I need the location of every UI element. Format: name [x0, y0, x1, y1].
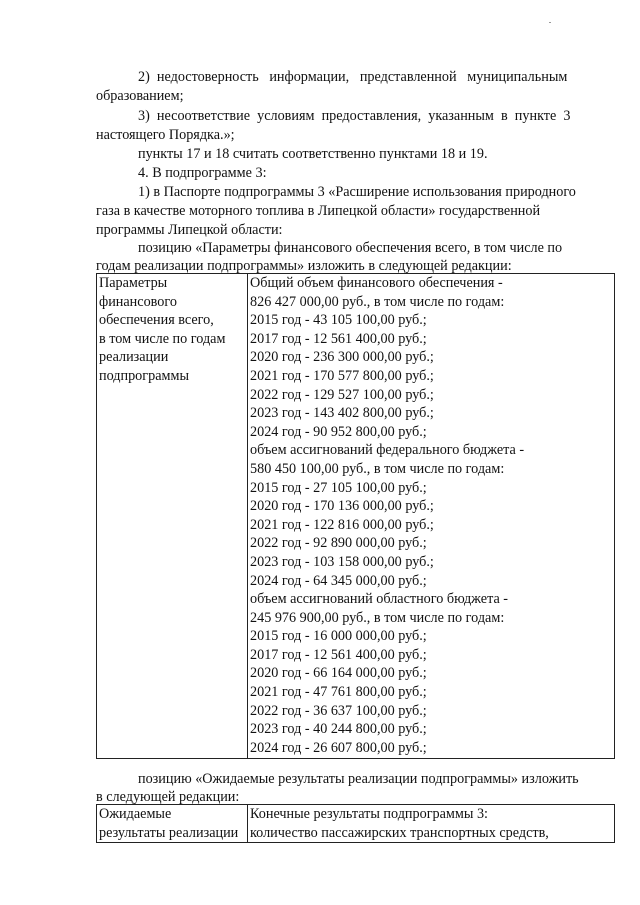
cell-line: 2023 год - 103 158 000,00 руб.; — [250, 553, 434, 570]
table-label-cell — [97, 805, 248, 843]
cell-line: 2015 год - 16 000 000,00 руб.; — [250, 628, 427, 645]
cell-line: Общий объем финансового обеспечения - — [250, 275, 503, 291]
paragraph-line: позицию «Параметры финансового обеспечения всего, в том числе по — [138, 240, 563, 256]
scan-mark — [549, 22, 551, 23]
cell-line: результаты реализации — [99, 824, 239, 841]
cell-line: Ожидаемые — [99, 806, 172, 822]
paragraph-line: в следующей редакции: — [96, 789, 240, 805]
table-label-cell — [97, 274, 248, 759]
paragraph-line: 2) недостоверность информации, представленной муниципальным — [138, 69, 568, 85]
cell-line: 2017 год - 12 561 400,00 руб.; — [250, 330, 427, 347]
cell-line: объем ассигнований федерального бюджета - — [250, 442, 525, 459]
cell-line: 2015 год - 27 105 100,00 руб.; — [250, 479, 427, 496]
cell-line: 2023 год - 143 402 800,00 руб.; — [250, 405, 434, 422]
paragraph-line: позицию «Ожидаемые результаты реализации подпрограммы» изложить — [138, 771, 579, 787]
cell-line: 2020 год - 66 164 000,00 руб.; — [250, 665, 427, 682]
paragraph-line: годам реализации подпрограммы» изложить в следующей редакции: — [96, 258, 512, 274]
paragraph-line: 4. В подпрограмме 3: — [138, 165, 267, 181]
cell-line: 2022 год - 129 527 100,00 руб.; — [250, 386, 434, 403]
cell-line: реализации — [99, 349, 169, 366]
paragraph-line: газа в качестве моторного топлива в Липецкой области» государственной — [96, 203, 541, 219]
cell-line: подпрограммы — [99, 367, 189, 384]
table-value-cell — [248, 805, 615, 843]
cell-line: 2022 год - 92 890 000,00 руб.; — [250, 535, 427, 552]
cell-line: 2024 год - 26 607 800,00 руб.; — [250, 739, 427, 756]
cell-line: 2022 год - 36 637 100,00 руб.; — [250, 702, 427, 719]
cell-line: 580 450 100,00 руб., в том числе по годам: — [250, 460, 505, 477]
cell-line: финансового — [99, 293, 177, 310]
cell-line: обеспечения всего, — [99, 312, 214, 329]
cell-line: 2021 год - 122 816 000,00 руб.; — [250, 516, 434, 533]
table-value-cell — [248, 274, 615, 759]
paragraph-line: пункты 17 и 18 считать соответственно пунктами 18 и 19. — [138, 146, 488, 162]
cell-line: Конечные результаты подпрограммы 3: — [250, 806, 488, 822]
cell-line: 2020 год - 170 136 000,00 руб.; — [250, 498, 434, 515]
cell-line: 2015 год - 43 105 100,00 руб.; — [250, 312, 427, 329]
cell-line: 2021 год - 47 761 800,00 руб.; — [250, 684, 427, 701]
cell-line: 2020 год - 236 300 000,00 руб.; — [250, 349, 434, 366]
cell-line: объем ассигнований областного бюджета - — [250, 591, 509, 608]
paragraph-line: программы Липецкой области: — [96, 222, 283, 238]
cell-line: 2024 год - 90 952 800,00 руб.; — [250, 423, 427, 440]
paragraph-line: 3) несоответствие условиям предоставления, указанным в пункте 3 — [138, 108, 571, 124]
cell-line: 2024 год - 64 345 000,00 руб.; — [250, 572, 427, 589]
paragraph-line: настоящего Порядка.»; — [96, 127, 235, 143]
cell-line: 2017 год - 12 561 400,00 руб.; — [250, 646, 427, 663]
cell-line: 826 427 000,00 руб., в том числе по годам: — [250, 293, 505, 310]
cell-line: 2023 год - 40 244 800,00 руб.; — [250, 721, 427, 738]
expected-results-table — [96, 804, 615, 843]
cell-line: 2021 год - 170 577 800,00 руб.; — [250, 367, 434, 384]
cell-line: в том числе по годам — [99, 330, 226, 347]
financing-parameters-table — [96, 273, 615, 759]
cell-line: количество пассажирских транспортных средств, — [250, 824, 549, 841]
cell-line: Параметры — [99, 275, 168, 291]
paragraph-line: 1) в Паспорте подпрограммы 3 «Расширение использования природного — [138, 184, 576, 200]
cell-line: 245 976 900,00 руб., в том числе по годам: — [250, 609, 505, 626]
paragraph-line: образованием; — [96, 88, 184, 104]
